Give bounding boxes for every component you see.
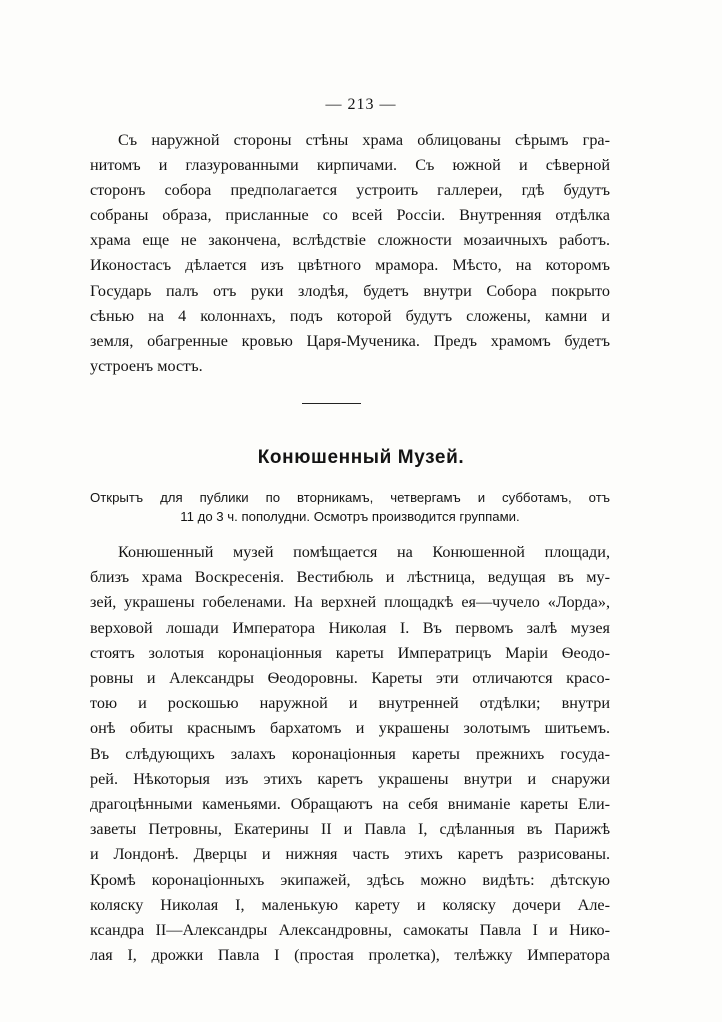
- text-line: сторонъ собора предполагается устроить галлереи, гдѣ будутъ: [90, 181, 610, 200]
- text-line: стоятъ золотыя коронаціонныя кареты Императрицъ Маріи Ѳеодо-: [90, 643, 610, 662]
- text-line: Конюшенный музей помѣщается на Конюшенной площади,: [118, 543, 610, 561]
- text-line: Въ слѣдующихъ залахъ коронаціонныя кареты прежнихъ госуда-: [90, 744, 610, 763]
- text-line: Кромѣ коронаціонныхъ экипажей, здѣсь можно видѣть: дѣтскую: [90, 870, 610, 889]
- text-line: близъ храма Воскресенія. Вестибюль и лѣстница, ведущая въ му-: [90, 568, 610, 587]
- text-line: Государь палъ отъ руки злодѣя, будетъ внутри Собора покрыто: [90, 281, 610, 300]
- museum-paragraph: [90, 540, 610, 968]
- section-title: Конюшенный Музей.: [257, 447, 465, 468]
- text-line: земля, обагренные кровью Царя-Мученика. Предъ храмомъ будетъ: [90, 331, 610, 350]
- text-line: храма еще не закончена, вслѣдствіе сложности мозаичныхъ работъ.: [90, 231, 610, 250]
- text-line: лая I, дрожки Павла I (простая пролетка), телѣжку Императора: [90, 946, 610, 965]
- text-line: заветы Петровны, Екатерины II и Павла I, сдѣланныя въ Парижѣ: [90, 820, 610, 839]
- hours-line: Открытъ для публики по вторникамъ, четвергамъ и субботамъ, отъ: [90, 490, 610, 505]
- text-line: Съ наружной стороны стѣны храма облицованы сѣрымъ гра-: [118, 131, 610, 149]
- text-line: ксандра II—Александры Александровны, самокаты Павла I и Нико-: [90, 921, 610, 940]
- text-line: и Лондонѣ. Дверцы и нижняя часть этихъ каретъ разрисованы.: [90, 845, 610, 864]
- text-line: коляску Николая I, маленькую карету и коляску дочери Але-: [90, 895, 610, 914]
- hours-line: 11 до 3 ч. пополудни. Осмотръ производится группами.: [180, 509, 520, 524]
- text-line: верховой лошади Императора Николая I. Въ первомъ залѣ музея: [90, 618, 610, 637]
- text-line: Иконостасъ дѣлается изъ цвѣтного мрамора. Мѣсто, на которомъ: [90, 256, 610, 275]
- intro-paragraph: [90, 128, 610, 379]
- text-line: сѣнью на 4 колоннахъ, подъ которой будутъ сложены, камни и: [90, 306, 610, 325]
- text-line: зей, украшены гобеленами. На верхней площадкѣ ея—чучело «Лорда»,: [90, 593, 610, 612]
- text-line: онѣ обиты краснымъ бархатомъ и украшены золотымъ шитьемъ.: [90, 719, 610, 738]
- opening-hours-note: [90, 488, 610, 526]
- section-divider: [302, 403, 361, 404]
- text-line: тою и роскошью наружной и внутренней отдѣлки; внутри: [90, 694, 610, 713]
- text-line: драгоцѣнными каменьями. Обращаютъ на себя вниманіе кареты Ели-: [90, 795, 610, 814]
- text-line: устроенъ мостъ.: [90, 356, 203, 375]
- page-number: — 213 —: [325, 96, 397, 113]
- text-line: рей. Нѣкоторыя изъ этихъ каретъ украшены внутри и снаружи: [90, 769, 610, 788]
- text-line: ровны и Александры Ѳеодоровны. Кареты эти отличаются красо-: [90, 669, 610, 688]
- text-line: собраны образа, присланные со всей Россіи. Внутренняя отдѣлка: [90, 206, 610, 225]
- text-line: нитомъ и глазурованными кирпичами. Съ южной и сѣверной: [90, 156, 610, 175]
